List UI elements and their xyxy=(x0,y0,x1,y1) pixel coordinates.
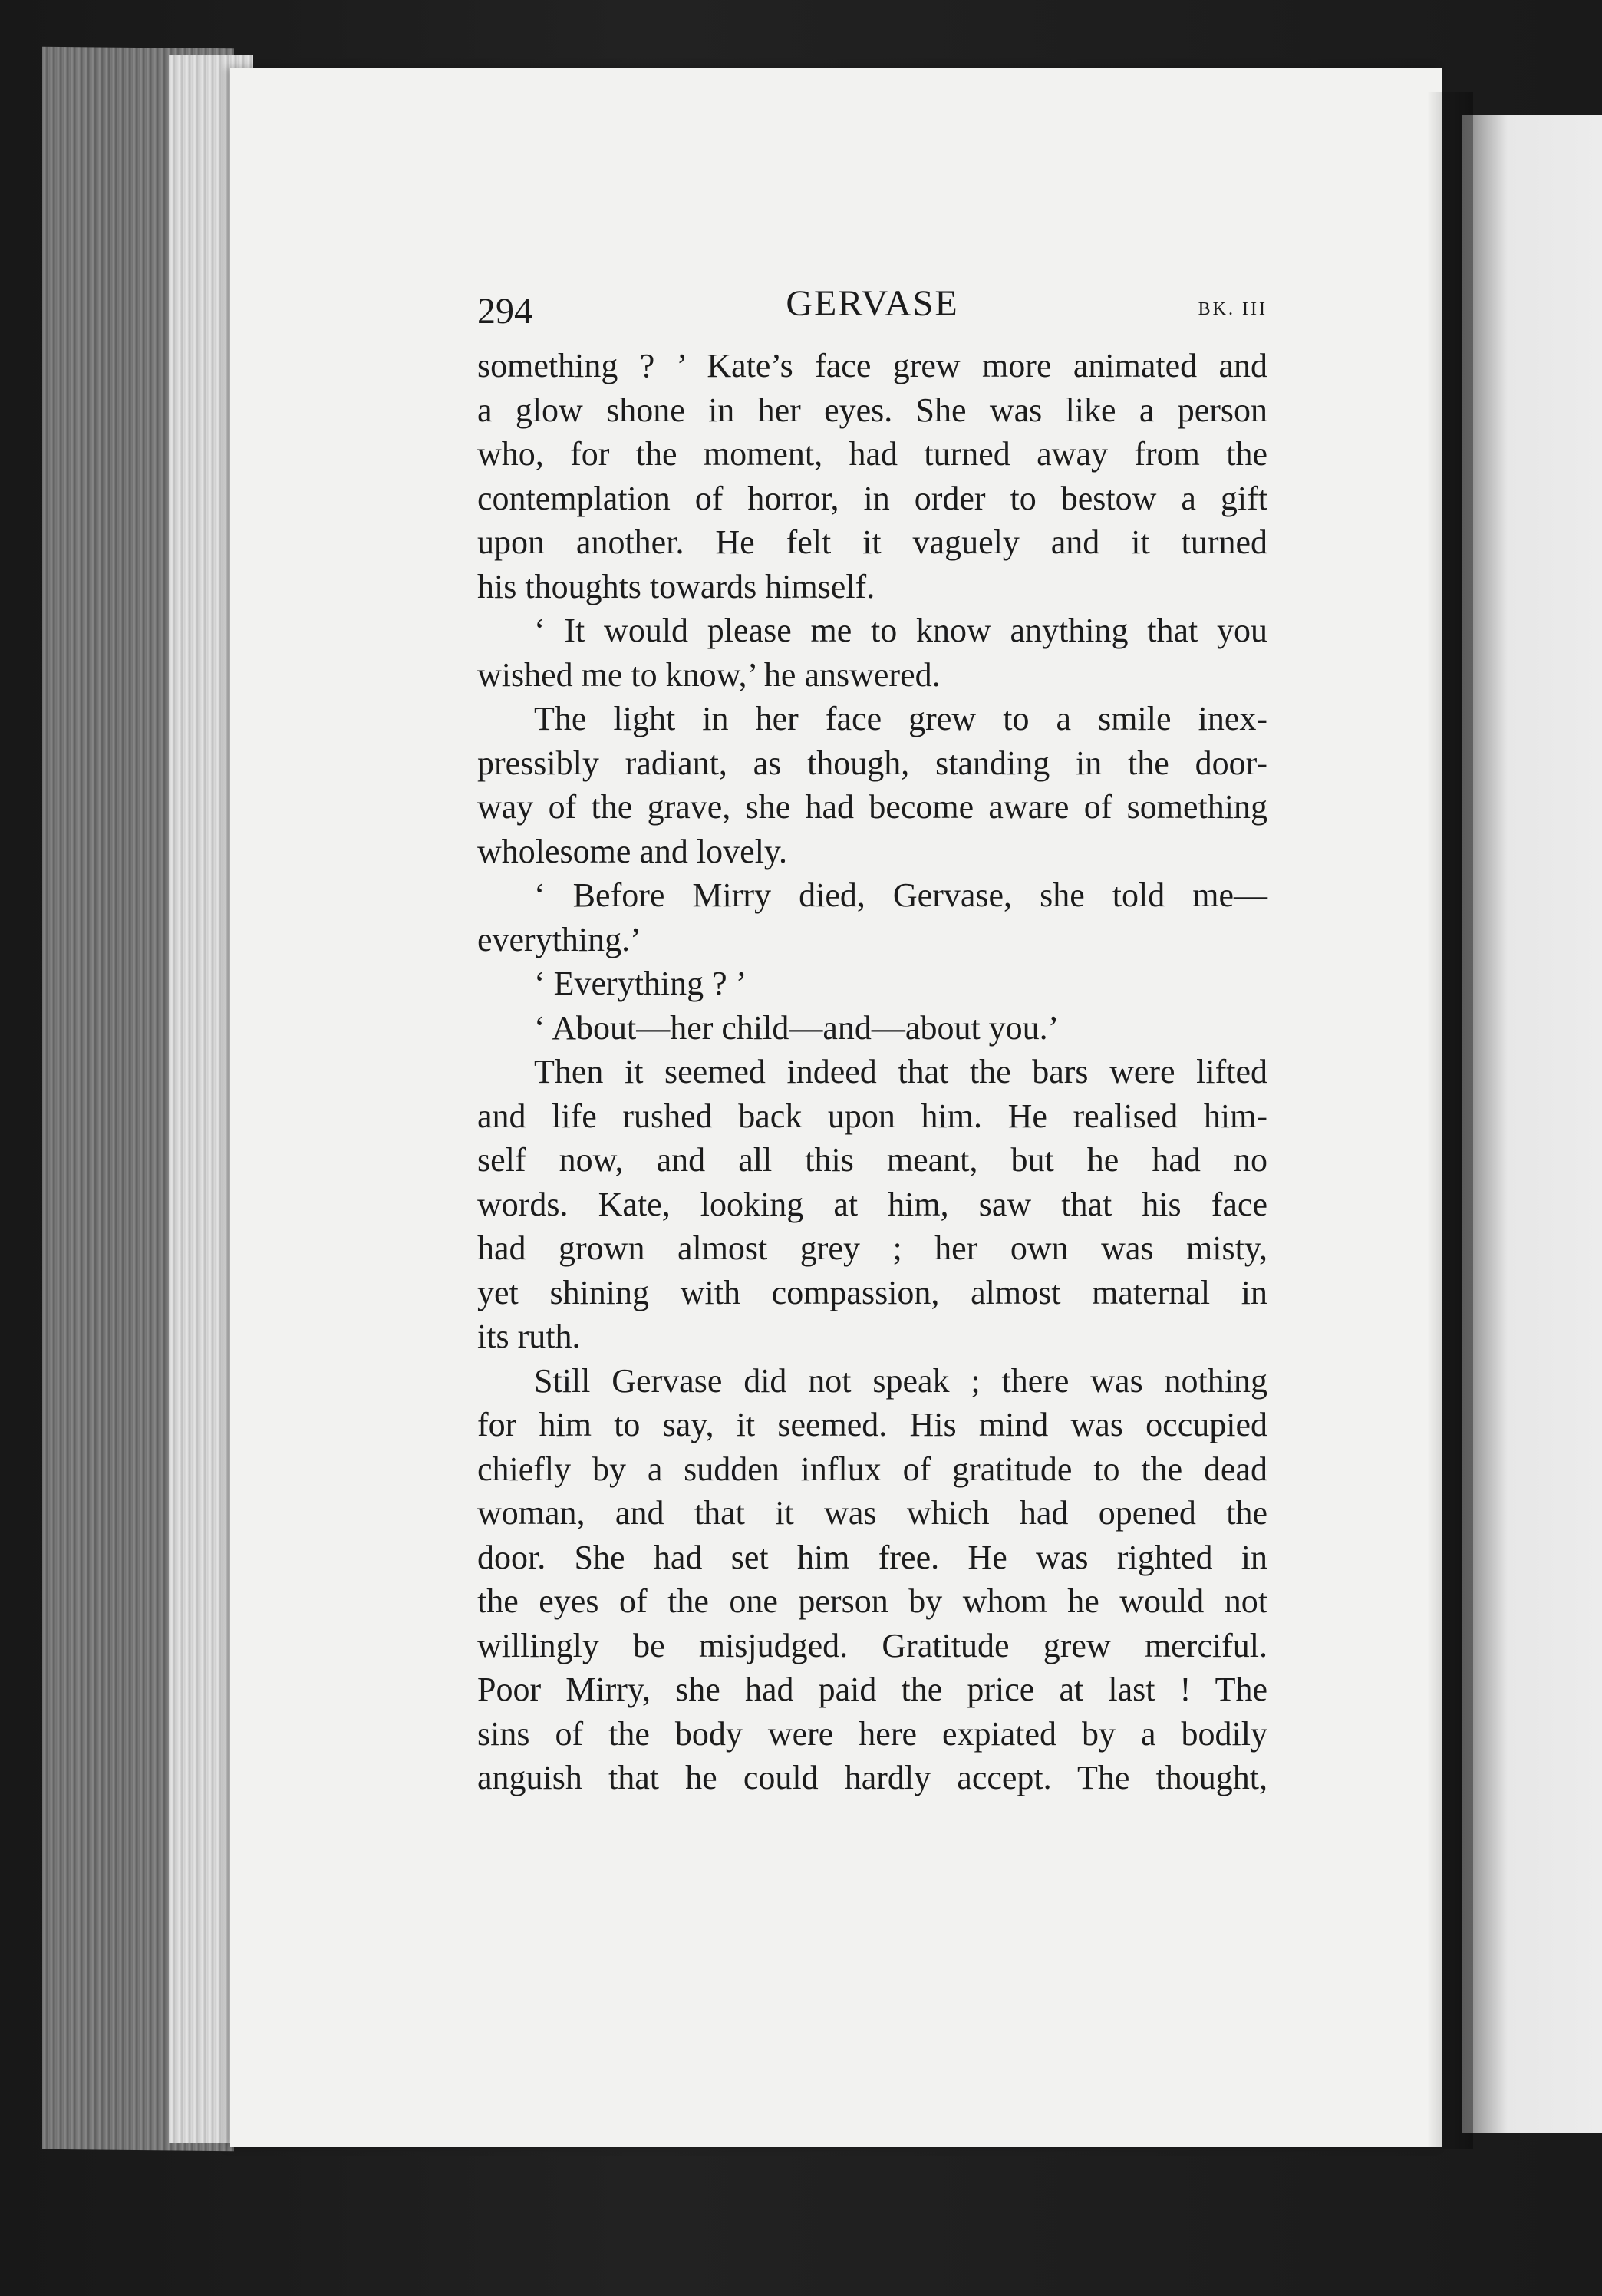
text-line: woman, and that it was which had opened the xyxy=(477,1494,1267,1532)
text-line: yet shining with compassion, almost maternal in xyxy=(477,1273,1267,1311)
text-block xyxy=(477,282,1267,1800)
text-line: ‘ About—her child—and—about you.’ xyxy=(534,1008,1060,1047)
text-line: ‘ Before Mirry died, Gervase, she told me— xyxy=(534,876,1267,914)
text-line: Then it seemed indeed that the bars were lifted xyxy=(534,1053,1267,1090)
book-reference: BK. III xyxy=(1198,299,1267,319)
text-line: sins of the body were here expiated by a bodily xyxy=(477,1714,1267,1753)
text-line: something ? ’ Kate’s face grew more animated and xyxy=(477,347,1267,384)
text-line: words. Kate, looking at him, saw that his face xyxy=(477,1185,1267,1223)
text-line: contemplation of horror, in order to bestow a gift xyxy=(477,479,1267,517)
text-line: door. She had set him free. He was righted in xyxy=(477,1538,1267,1576)
text-line: who, for the moment, had turned away from the xyxy=(477,435,1267,473)
text-line: self now, and all this meant, but he had no xyxy=(477,1141,1267,1179)
text-line: his thoughts towards himself. xyxy=(477,567,875,605)
book-page xyxy=(230,68,1442,2147)
facing-page-edge xyxy=(1462,115,1602,2133)
text-line: willingly be misjudged. Gratitude grew merciful. xyxy=(477,1626,1267,1664)
running-title: GERVASE xyxy=(786,283,959,324)
text-line: pressibly radiant, as though, standing in the door- xyxy=(477,744,1267,782)
text-line: its ruth. xyxy=(477,1318,581,1355)
text-line: upon another. He felt it vaguely and it turned xyxy=(477,523,1267,561)
text-line: had grown almost grey ; her own was misty, xyxy=(477,1229,1267,1267)
text-line: the eyes of the one person by whom he would not xyxy=(477,1582,1267,1620)
text-line: The light in her face grew to a smile inex- xyxy=(534,700,1267,737)
text-line: way of the grave, she had become aware of something xyxy=(477,788,1267,826)
running-head xyxy=(477,282,1267,344)
text-line: anguish that he could hardly accept. The thought, xyxy=(477,1759,1267,1796)
text-line: everything.’ xyxy=(477,920,641,958)
text-line: chiefly by a sudden influx of gratitude to the dead xyxy=(477,1450,1267,1488)
body-text xyxy=(477,344,1267,1800)
text-line: Still Gervase did not speak ; there was nothing xyxy=(534,1361,1267,1400)
text-line: and life rushed back upon him. He realised him- xyxy=(477,1097,1267,1135)
gutter-shadow xyxy=(1427,92,1473,2149)
text-line: for him to say, it seemed. His mind was occupied xyxy=(477,1406,1267,1443)
page-number: 294 xyxy=(477,291,532,332)
text-line: ‘ Everything ? ’ xyxy=(534,965,747,1002)
text-line: wished me to know,’ he answered. xyxy=(477,655,941,694)
text-line: ‘ It would please me to know anything that you xyxy=(534,612,1267,649)
text-line: a glow shone in her eyes. She was like a person xyxy=(477,391,1267,429)
text-line: wholesome and lovely. xyxy=(477,832,788,870)
text-line: Poor Mirry, she had paid the price at last ! The xyxy=(477,1671,1267,1708)
